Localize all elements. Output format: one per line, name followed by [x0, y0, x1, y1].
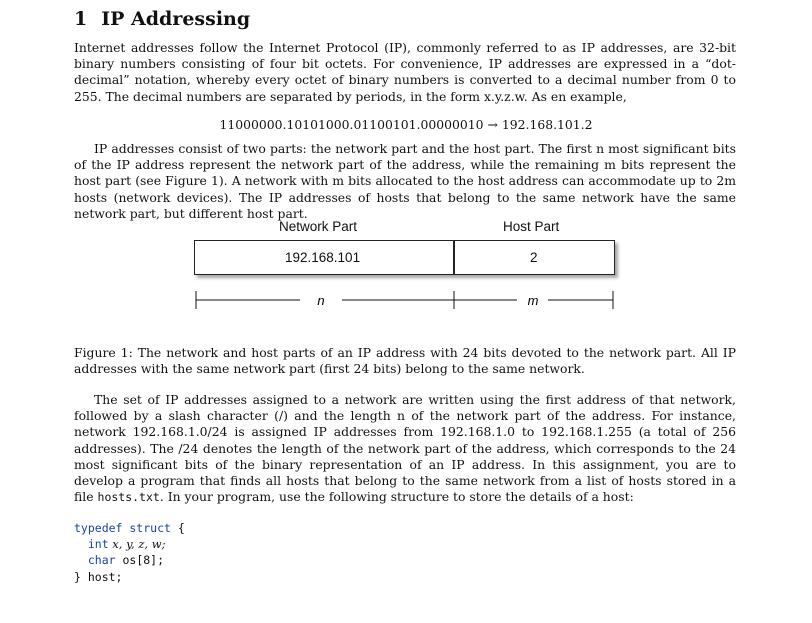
assignment-text: The set of IP addresses assigned to a network are written using the first address of that network, followed by a slash character (/) and the length n of the network part of the address. For instance, network 192.168.1.0/24 is assigned IP addresses from 192.168.1.0 to 192.168.1.255 (a total of 256 addresses). The /24 denotes the length of the network part of the address, which corresponds to the 24 most significant bits of the binary representation of an IP address. In this assignment, you are to develop a program that finds all hosts that belong to the same network from a list of hosts stored in a file: [74, 392, 736, 505]
code-keyword: int: [87, 537, 109, 552]
code-text: x, y, z, w;: [108, 537, 166, 552]
code-text: {: [170, 521, 185, 535]
network-part-value: 192.168.101: [285, 250, 361, 265]
m-label: m: [527, 293, 539, 308]
code-keyword: char: [87, 553, 116, 568]
example-binary: 11000000.10101000.01100101.00000010: [219, 117, 484, 132]
assignment-text-end: . In your program, use the following structure to store the details of a host:: [159, 489, 634, 505]
intro-paragraph: Internet addresses follow the Internet Protocol (IP), commonly referred to as IP addresses, are 32-bit binary numbers consisting of four bit octets. For convenience, IP addresses are expressed in a “dot-decimal” notation, whereby every octet of binary numbers is converted to a decimal number from 0 to 255. The decimal numbers are separated by periods, in the form x.y.z.w. As en example,: [74, 40, 736, 104]
code-text: } host;: [74, 569, 123, 584]
hosts-filename: hosts.txt: [97, 490, 160, 505]
section-title: IP Addressing: [101, 8, 251, 30]
figure-caption: Figure 1: The network and host parts of an IP address with 24 bits devoted to the network part. All IP addresses with the same network part (first 24 bits) belong to the same network.: [74, 345, 736, 377]
code-keyword: typedef struct: [74, 521, 171, 535]
example-decimal: 192.168.101.2: [501, 117, 593, 132]
ip-parts-paragraph: IP addresses consist of two parts: the network part and the host part. The first n most significant bits of the IP address represent the network part of the address, while the remaining m bits represent the host part (see Figure 1). A network with m bits allocated to the host address can accommodate up to 2m hosts (network devices). The IP addresses of hosts that belong to the same network have the same network part, but different host part.: [74, 141, 736, 221]
code-text: os[8];: [115, 553, 165, 568]
arrow-icon: →: [487, 117, 498, 132]
section-number: 1: [74, 8, 88, 30]
network-part-header: Network Part: [279, 219, 358, 234]
host-struct-code-block: [74, 520, 185, 585]
n-label: n: [317, 293, 325, 308]
host-part-header: Host Part: [503, 219, 560, 234]
network-assignment-paragraph: [74, 392, 736, 505]
host-part-value: 2: [530, 250, 538, 265]
